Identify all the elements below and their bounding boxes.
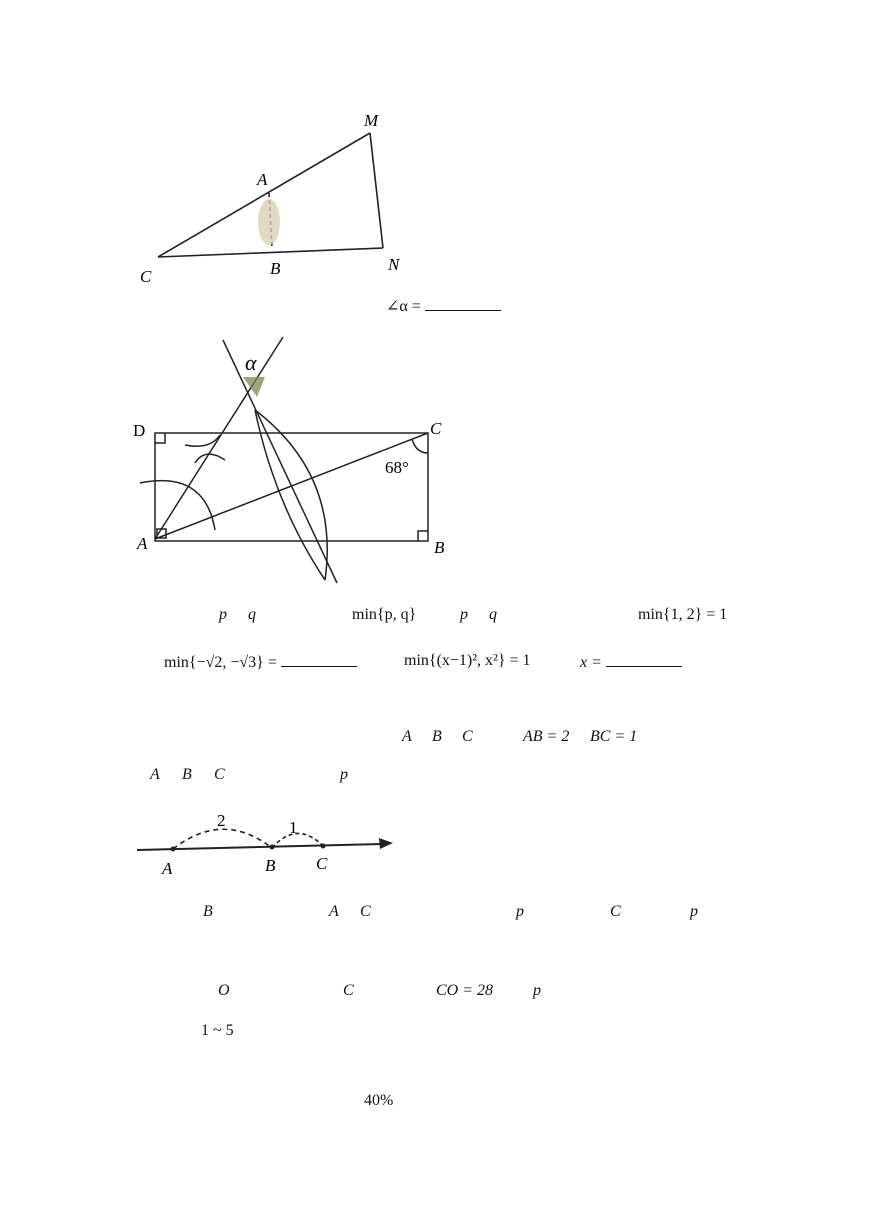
min-question-x: [580, 652, 682, 672]
label-b2: B: [434, 538, 445, 557]
nl-fig-c: C: [316, 854, 328, 873]
sub1-b: B: [203, 903, 213, 920]
min-x-prompt: x =: [580, 654, 602, 671]
nl-fig-a: A: [162, 859, 173, 878]
nl-line2-c: C: [214, 766, 225, 783]
dot-a: [171, 847, 176, 852]
nl-fig-b: B: [265, 856, 276, 875]
number-line-arrow: [379, 838, 393, 849]
min-var-q2: q: [489, 606, 497, 623]
min-var-p: p: [219, 606, 227, 623]
nl-line2-p: p: [340, 766, 348, 783]
ray-from-a: [155, 337, 283, 539]
sub1-p2: p: [690, 903, 698, 920]
perpendicular-bisector: [223, 340, 337, 583]
min-var-q: q: [248, 606, 256, 623]
label-c: C: [140, 267, 152, 286]
label-d: D: [133, 421, 146, 440]
min-q1-blank: [281, 652, 357, 667]
label-c2: C: [430, 419, 442, 438]
figure-triangle-cmn: [130, 100, 420, 295]
min-var-p2: p: [460, 606, 468, 623]
segment-mn: [370, 133, 383, 248]
dot-b: [270, 845, 275, 850]
sub1-p: p: [516, 903, 524, 920]
nl-point-b: B: [432, 728, 442, 745]
label-a: A: [257, 170, 268, 189]
construction-arc-1: [255, 410, 325, 580]
dist-ab-label: 2: [217, 811, 226, 830]
label-m: M: [364, 111, 379, 130]
dot-c: [321, 844, 326, 849]
right-angle-d: [155, 433, 165, 443]
min-example: min{1, 2} = 1: [638, 606, 728, 623]
construction-arc-4: [195, 454, 225, 463]
construction-arc-3: [140, 481, 215, 530]
nl-point-a: A: [402, 728, 412, 745]
right-angle-b: [418, 531, 428, 541]
figure-number-line: [135, 808, 405, 883]
min-question-2: min{(x−1)², x²} = 1: [404, 652, 531, 669]
sub2-co-eq: CO = 28: [436, 982, 494, 999]
min-question-1: [164, 652, 357, 672]
nl-point-c: C: [462, 728, 473, 745]
min-q1-expr: min{−√2, −√3} =: [164, 654, 277, 671]
angle-alpha-blank: [425, 296, 501, 311]
figure-rectangle-construction: [125, 335, 455, 590]
min-expr-pq: min{p, q}: [352, 606, 417, 623]
angle-alpha-question: [386, 296, 501, 316]
dist-bc-label: 1: [289, 818, 298, 837]
sub2-o: O: [218, 982, 230, 999]
angle-alpha-prompt: ∠α =: [386, 298, 421, 315]
arc-ab-dashed: [173, 829, 272, 849]
nl-line2-b: B: [182, 766, 192, 783]
sub2-c: C: [343, 982, 354, 999]
min-x-blank: [606, 652, 682, 667]
label-n: N: [388, 255, 400, 274]
shaded-blot: [258, 199, 280, 245]
survey-percent: 40%: [364, 1092, 394, 1109]
nl-bc-eq: BC = 1: [590, 728, 638, 745]
nl-ab-eq: AB = 2: [523, 728, 570, 745]
label-alpha: α: [245, 350, 257, 375]
angle-arc-c: [412, 439, 428, 453]
angle-68-label: 68°: [385, 458, 409, 477]
sub1-a: A: [329, 903, 339, 920]
nl-line2-a: A: [150, 766, 160, 783]
label-b: B: [270, 259, 281, 278]
sub2-p: p: [533, 982, 541, 999]
sub1-c2: C: [610, 903, 621, 920]
segment-cn: [158, 248, 383, 257]
label-a2: A: [137, 534, 148, 553]
survey-range: 1 ~ 5: [201, 1022, 234, 1039]
construction-arc-2: [255, 410, 327, 580]
sub1-c: C: [360, 903, 371, 920]
